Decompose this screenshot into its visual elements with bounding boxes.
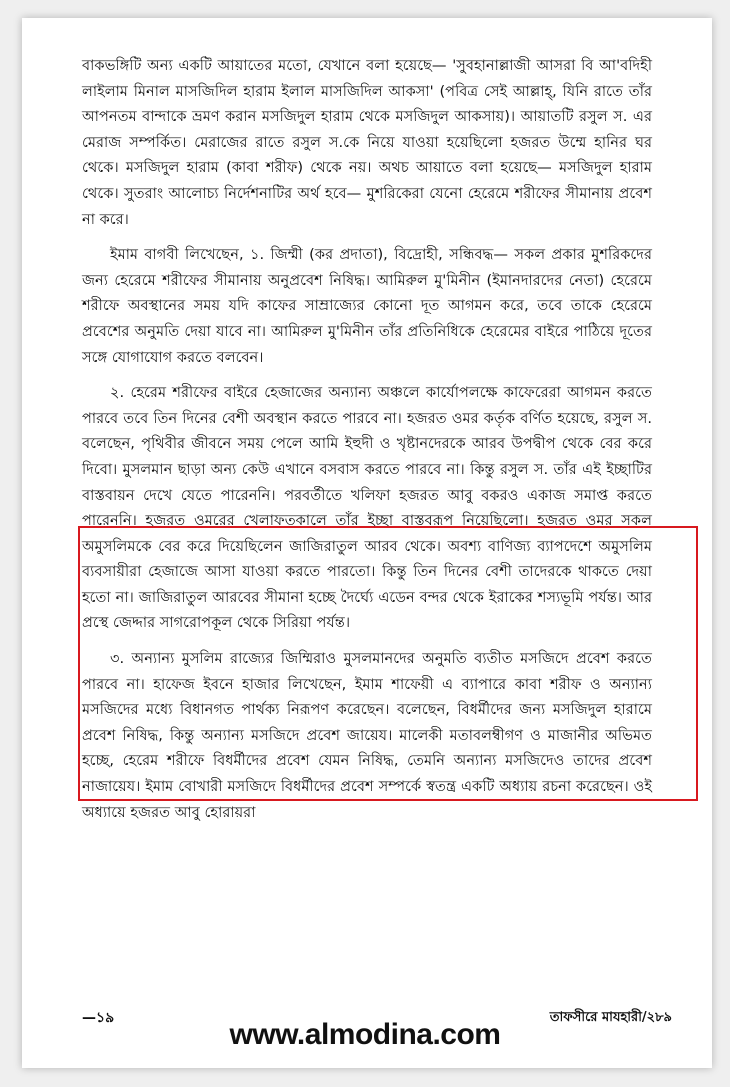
document-page — [22, 18, 712, 1068]
highlight-box — [78, 526, 698, 801]
page-number: —১৯ — [82, 1010, 115, 1026]
paragraph-1: বাকভঙ্গিটি অন্য একটি আয়াতের মতো, যেখানে বলা হয়েছে— 'সুবহানাল্লাজী আসরা বি আ'বদিহী লাইলাম মিনাল মাসজিদিল হারাম ইলাল মাসজিদিল আকসা' (পবিত্র সেই আল্লাহ্, যিনি রাতে তাঁর আপনতম বান্দাকে ভ্রমণ করান মসজিদুল হারাম থেকে মসজিদুল আকসায়)। আয়াতটি রসুল স. এর মেরাজ সম্পর্কিত। মেরাজের রাতে রসুল স.কে নিয়ে যাওয়া হয়েছিলো হজরত উম্মে হানির ঘর থেকে। মসজিদুল হারাম (কাবা শরীফ) থেকে নয়। অথচ আয়াতে বলা হয়েছে— মসজিদুল হারাম থেকে। সুতরাং আলোচ্য নির্দেশনাটির অর্থ হবে— মুশরিকেরা যেনো হেরেমে শরীফের সীমানায় প্রবেশ না করে। — [82, 57, 652, 228]
paragraph-2: ইমাম বাগবী লিখেছেন, ১. জিম্মী (কর প্রদাতা), বিদ্রোহী, সন্ধিবদ্ধ— সকল প্রকার মুশরিকদের জন্য হেরেমে শরীফের সীমানায় অনুপ্রবেশ নিষিদ্ধ। আমিরুল মু'মিনীন (ইমানদারদের নেতা) হেরেমে শরীফে অবস্থানের সময় যদি কাফের সাম্রাজ্যের কোনো দূত আগমন করে, তবে তাকে হেরেমে প্রবেশের অনুমতি দেয়া যাবে না। আমিরুল মু'মিনীন তাঁর প্রতিনিধিকে হেরেমের বাইরে পাঠিয়ে দূতের সঙ্গে যোগাযোগ করতে বলবেন। — [82, 246, 652, 366]
running-footer: তাফসীরে মাযহারী/২৮৯ — [549, 1010, 672, 1025]
paragraph-4: ৩. অন্যান্য মুসলিম রাজ্যের জিম্মিরাও মুসলমানদের অনুমতি ব্যতীত মসজিদে প্রবেশ করতে পারবে না। হাফেজ ইবনে হাজার লিখেছেন, ইমাম শাফেয়ী এ ব্যাপারে কাবা শরীফ ও অন্যান্য মসজিদের মধ্যে বিধানগত পার্থক্য নিরূপণ করেছেন। বলেছেন, বিধর্মীদের জন্য মসজিদুল হারামে প্রবেশ নিষিদ্ধ, কিন্তু অন্যান্য মসজিদে প্রবেশ জায়েয। মালেকী মতাবলম্বীগণ ও মাজানীর অভিমত হচ্ছে, হেরেম শরীফে বিধর্মীদের প্রবেশ যেমন নিষিদ্ধ, তেমনি অন্যান্য মসজিদেও তাদের প্রবেশ নাজায়েয। ইমাম বোখারী মসজিদে বিধর্মীদের প্রবেশ সম্পর্কে স্বতন্ত্র একটি অধ্যায় রচনা করেছেন। ওই অধ্যায়ে হজরত আবু হোরায়রা — [82, 650, 652, 821]
paragraph-3: ২. হেরেম শরীফের বাইরে হেজাজের অন্যান্য অঞ্চলে কার্যোপলক্ষে কাফেরেরা আগমন করতে পারবে তবে তিন দিনের বেশী অবস্থান করতে পারবে না। হজরত ওমর কর্তৃক বর্ণিত হয়েছে, রসুল স. বলেছেন, পৃথিবীর জীবনে সময় পেলে আমি ইহুদী ও খৃষ্টানদেরকে আরব উপদ্বীপ থেকে বের করে দিবো। মুসলমান ছাড়া অন্য কেউ এখানে বসবাস করতে পারবে না। কিন্তু রসুল স. তাঁর এই ইচ্ছাটির বাস্তবায়ন দেখে যেতে পারেননি। পরবর্তীতে খলিফা হজরত আবু বকরও একাজ সমাপ্ত করতে পারেননি। হজরত ওমরের খেলাফতকালে তাঁর ইচ্ছা বাস্তবরূপ নিয়েছিলো। হজরত ওমর সকল অমুসলিমকে বের করে দিয়েছিলেন জাজিরাতুল আরব থেকে। অবশ্য বাণিজ্য ব্যাপদেশে অমুসলিম ব্যবসায়ীরা হেজাজে আসা যাওয়া করতে পারতো। কিন্তু তিন দিনের বেশী তাদেরকে থাকতে দেয়া হতো না। জাজিরাতুল আরবের সীমানা হচ্ছে দৈর্ঘ্যে এডেন বন্দর থেকে ইরাকের শস্যভূমি পর্যন্ত। আর প্রস্থে জেদ্দার সাগরোপকূল থেকে সিরিয়া পর্যন্ত। — [82, 384, 652, 632]
watermark-url: www.almodina.com — [229, 1018, 501, 1051]
